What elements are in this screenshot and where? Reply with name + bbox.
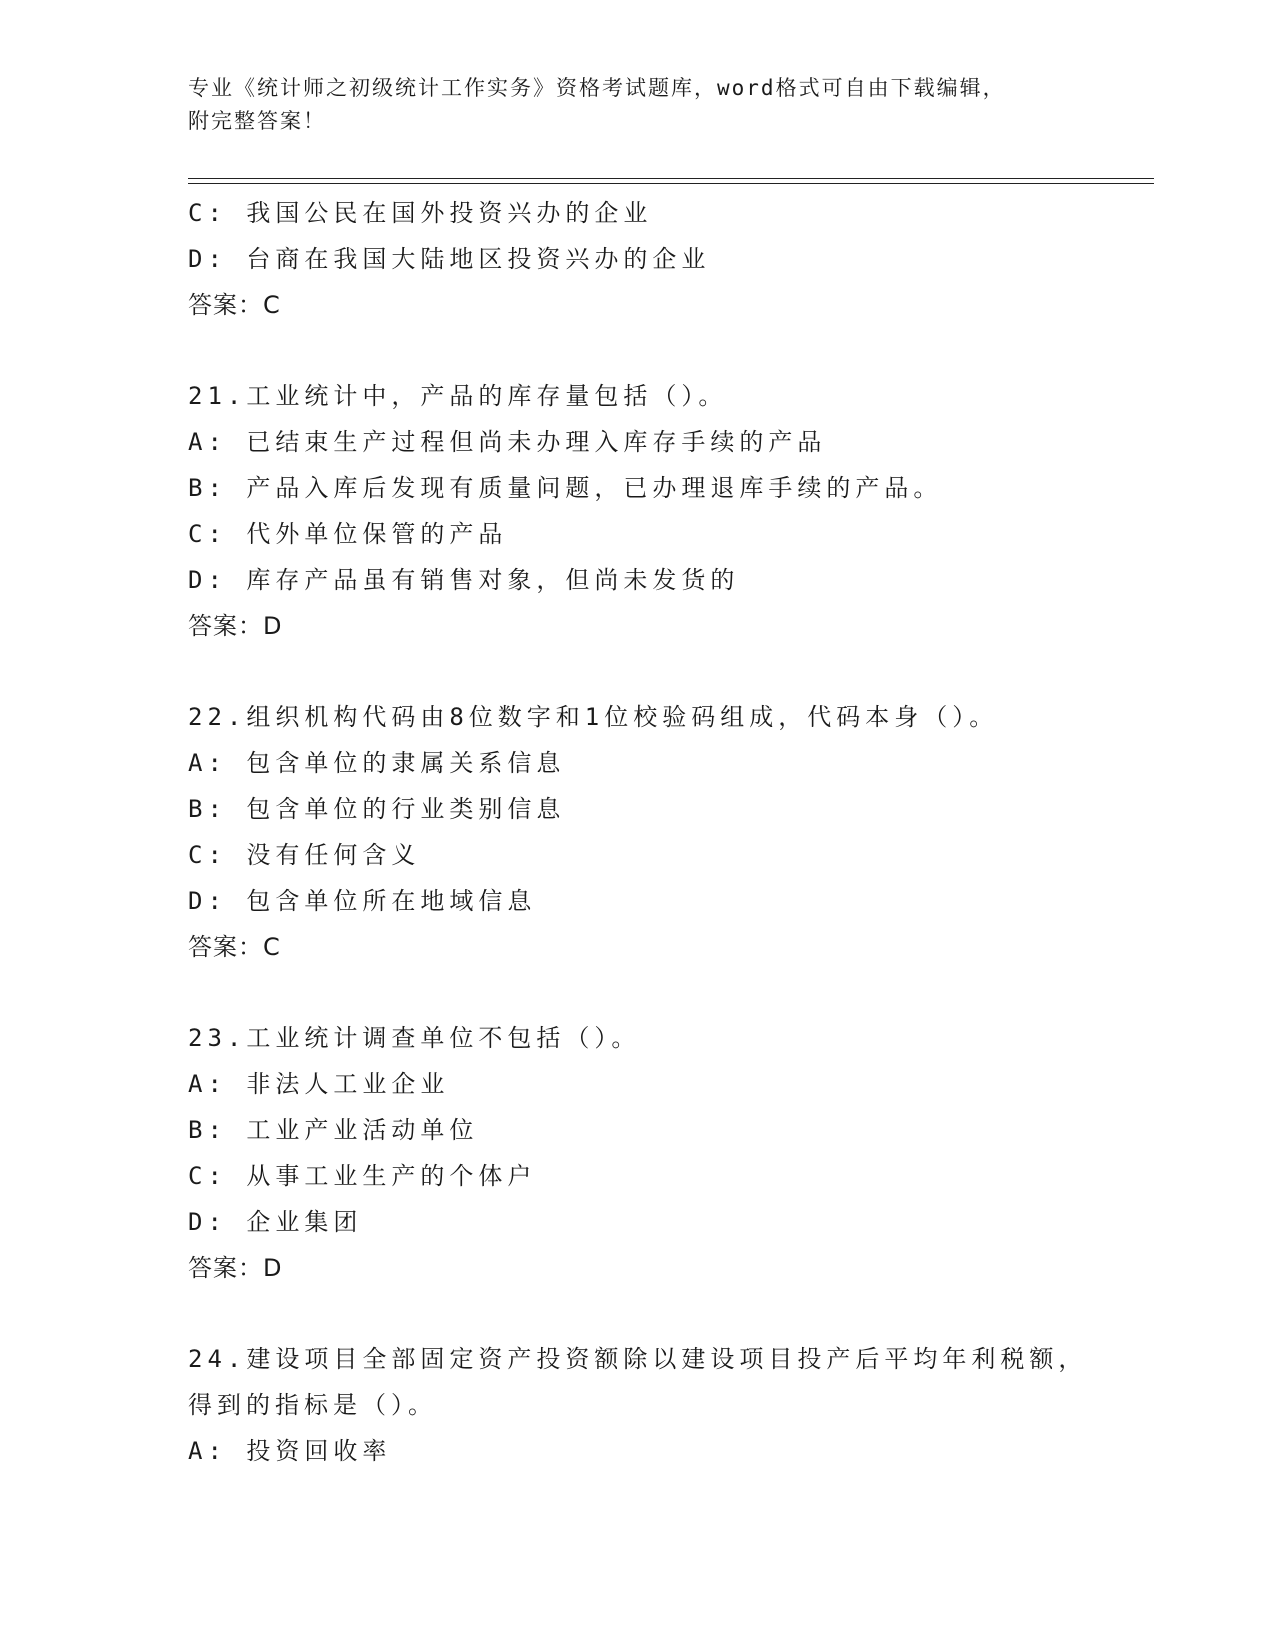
header-divider-bottom [188,183,1154,184]
question-list [188,190,1154,1474]
question-block-20 [188,190,1154,328]
question-block-22 [188,694,1154,970]
question-text: 21.工业统计中，产品的库存量包括（）。 [188,382,728,410]
option-a: A: 非法人工业企业 [188,1070,450,1098]
option-b: B: 产品入库后发现有质量问题，已办理退库手续的产品。 [188,474,943,502]
header-line-2: 附完整答案！ [188,109,326,133]
answer-line: 答案：D [188,612,283,640]
question-text: 22.组织机构代码由8位数字和1位校验码组成，代码本身（）。 [188,703,999,731]
option-c: C: 没有任何含义 [188,841,421,869]
document-header [188,72,1068,138]
answer-line: 答案：C [188,933,281,961]
question-block-21 [188,373,1154,649]
header-divider-top [188,178,1154,179]
option-c: C: 从事工业生产的个体户 [188,1162,537,1190]
header-line-1: 专业《统计师之初级统计工作实务》资格考试题库，word格式可自由下载编辑， [188,76,1006,100]
question-text-line-1: 24.建设项目全部固定资产投资额除以建设项目投产后平均年利税额， [188,1345,1088,1373]
question-block-24 [188,1336,1154,1474]
option-d: D: 库存产品虽有销售对象，但尚未发货的 [188,566,740,594]
option-b: B: 包含单位的行业类别信息 [188,795,566,823]
option-c: C: 代外单位保管的产品 [188,520,508,548]
question-block-23 [188,1015,1154,1291]
option-c: C: 我国公民在国外投资兴办的企业 [188,199,653,227]
question-text-line-2: 得到的指标是（）。 [188,1391,437,1419]
answer-line: 答案：C [188,291,281,319]
answer-line: 答案：D [188,1254,283,1282]
option-d: D: 包含单位所在地域信息 [188,887,537,915]
option-b: B: 工业产业活动单位 [188,1116,479,1144]
option-a: A: 包含单位的隶属关系信息 [188,749,566,777]
option-d: D: 台商在我国大陆地区投资兴办的企业 [188,245,711,273]
option-a: A: 已结束生产过程但尚未办理入库存手续的产品 [188,428,827,456]
question-text: 23.工业统计调查单位不包括（）。 [188,1024,641,1052]
option-a: A: 投资回收率 [188,1437,392,1465]
option-d: D: 企业集团 [188,1208,363,1236]
